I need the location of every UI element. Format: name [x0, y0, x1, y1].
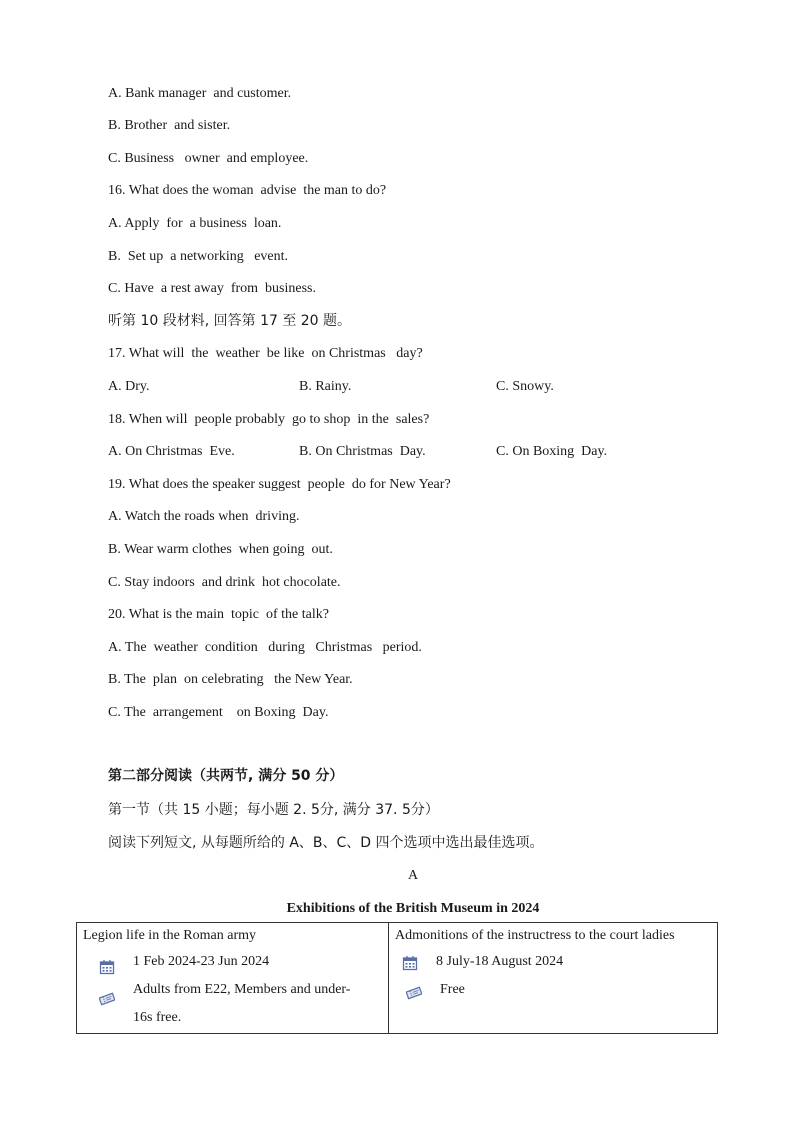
- exhibitions-table: [76, 922, 718, 1034]
- q17-option-c: C. Snowy.: [496, 379, 554, 394]
- q15-option-b: B. Brother and sister.: [108, 118, 231, 133]
- q20-option-b: B. The plan on celebrating the New Year.: [108, 672, 353, 687]
- calendar-icon: [99, 959, 115, 975]
- part2-heading: 第二部分阅读（共两节, 满分 50 分）: [108, 768, 344, 784]
- exhibition-left-price-line1: Adults from E22, Members and under-: [133, 982, 351, 997]
- q18-option-b: B. On Christmas Day.: [299, 444, 426, 459]
- q17-question: 17. What will the weather be like on Christmas day?: [108, 346, 423, 361]
- q15-option-c: C. Business owner and employee.: [108, 151, 309, 166]
- exhibition-left-price-line2: 16s free.: [133, 1010, 182, 1025]
- q17-option-b: B. Rainy.: [299, 379, 352, 394]
- q19-option-a: A. Watch the roads when driving.: [108, 509, 300, 524]
- q18-question: 18. When will people probably go to shop in the sales?: [108, 412, 430, 427]
- passage-label: A: [407, 868, 419, 883]
- table-title: Exhibitions of the British Museum in 2024: [286, 901, 540, 916]
- q16-option-c: C. Have a rest away from business.: [108, 281, 317, 296]
- section10-instruction: 听第 10 段材料, 回答第 17 至 20 题。: [108, 313, 352, 329]
- part2-section1: 第一节（共 15 小题；每小题 2. 5分, 满分 37. 5分）: [108, 802, 439, 818]
- q16-question: 16. What does the woman advise the man to do?: [108, 183, 387, 198]
- calendar-icon: [402, 955, 418, 971]
- ticket-icon: [406, 985, 422, 1001]
- q16-option-a: A. Apply for a business loan.: [108, 216, 282, 231]
- q18-option-c: C. On Boxing Day.: [496, 444, 608, 459]
- q17-option-a: A. Dry.: [108, 379, 150, 394]
- q16-option-b: B. Set up a networking event.: [108, 249, 289, 264]
- q19-question: 19. What does the speaker suggest people do for New Year?: [108, 477, 451, 492]
- q20-option-c: C. The arrangement on Boxing Day.: [108, 705, 329, 720]
- part2-instruction: 阅读下列短文, 从每题所给的 A、B、C、D 四个选项中选出最佳选项。: [108, 835, 544, 851]
- exhibition-left-cell: [77, 923, 389, 1034]
- q19-option-b: B. Wear warm clothes when going out.: [108, 542, 333, 557]
- exhibition-right-dates: 8 July-18 August 2024: [436, 954, 564, 969]
- q20-question: 20. What is the main topic of the talk?: [108, 607, 329, 622]
- exhibition-right-cell: [389, 923, 718, 1034]
- q15-option-a: A. Bank manager and customer.: [108, 86, 292, 101]
- ticket-icon: [99, 991, 115, 1007]
- exhibition-left-dates: 1 Feb 2024-23 Jun 2024: [133, 954, 270, 969]
- exhibition-right-price: Free: [440, 982, 465, 997]
- q20-option-a: A. The weather condition during Christmas period.: [108, 640, 422, 655]
- q18-option-a: A. On Christmas Eve.: [108, 444, 235, 459]
- exhibition-left-name: Legion life in the Roman army: [83, 928, 257, 943]
- q19-option-c: C. Stay indoors and drink hot chocolate.: [108, 575, 341, 590]
- exhibition-right-name: Admonitions of the instructress to the court ladies: [395, 928, 675, 943]
